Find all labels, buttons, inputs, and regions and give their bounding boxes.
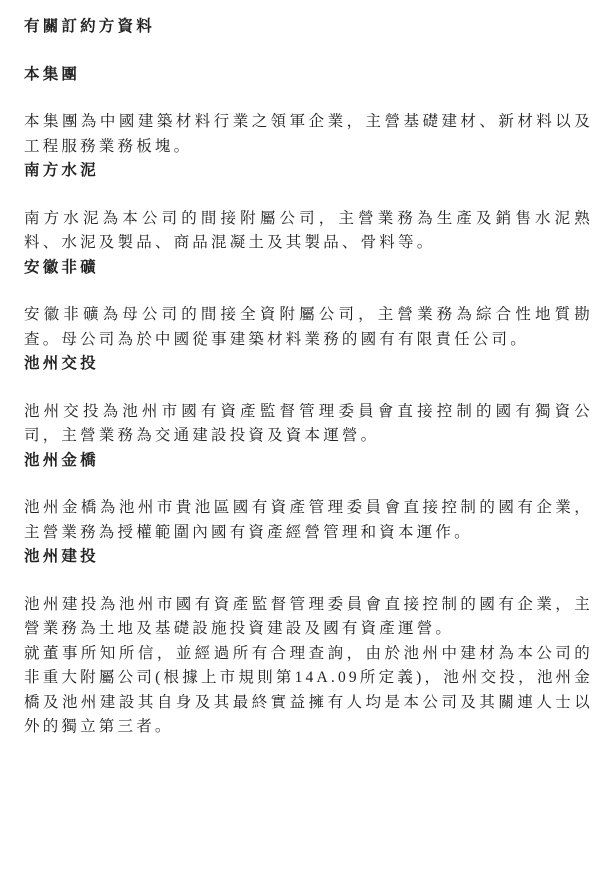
page-title: 有關訂約方資料 <box>24 18 155 35</box>
section-chizhou-jiaotou <box>24 352 593 449</box>
section-heading-chizhou-jiaotou: 池州交投 <box>24 355 99 372</box>
section-heading-group: 本集團 <box>24 65 81 83</box>
section-heading-chizhou-jinqiao: 池州金橋 <box>24 451 99 469</box>
section-chizhou-jinqiao <box>24 449 593 546</box>
section-paragraph-southern-cement: 南方水泥為本公司的間接附屬公司，主營業務為生產及銷售水泥熟料、水泥及製品、商品混凝土及其製品、骨料等。 <box>24 209 593 251</box>
section-paragraph-chizhou-jinqiao: 池州金橋為池州市貴池區國有資產管理委員會直接控制的國有企業，主營業務為授權範圍內國有資產經營管理和資本運作。 <box>24 499 593 541</box>
section-group <box>24 63 593 160</box>
section-anhui-nonmetal <box>24 256 593 353</box>
section-heading-anhui-nonmetal: 安徽非礦 <box>24 258 99 276</box>
closing-paragraph: 就董事所知所信，並經過所有合理查詢，由於池州中建材為本公司的非重大附屬公司(根據上市規則第14A.09所定義)，池州交投，池州金橋及池州建設其自身及其最終實益擁有人均是本公司及其關連人士以外的獨立第三者。 <box>24 644 593 735</box>
section-paragraph-chizhou-jiaotou: 池州交投為池州市國有資產監督管理委員會直接控制的國有獨資公司，主營業務為交通建設投資及資本運營。 <box>24 402 593 444</box>
section-chizhou-jiantou <box>24 545 593 642</box>
section-heading-southern-cement: 南方水泥 <box>24 162 99 179</box>
section-paragraph-group: 本集團為中國建築材料行業之領軍企業，主營基礎建材、新材料以及工程服務業務板塊。 <box>24 113 593 155</box>
section-heading-chizhou-jiantou: 池州建投 <box>24 548 99 565</box>
section-paragraph-anhui-nonmetal: 安徽非礦為母公司的間接全資附屬公司，主營業務為綜合性地質勘查。母公司為於中國從事建築材料業務的國有有限責任公司。 <box>24 306 593 348</box>
section-southern-cement <box>24 159 593 256</box>
section-paragraph-chizhou-jiantou: 池州建投為池州市國有資產監督管理委員會直接控制的國有企業，主營業務為土地及基礎設施投資建設及國有資產運營。 <box>24 595 593 637</box>
